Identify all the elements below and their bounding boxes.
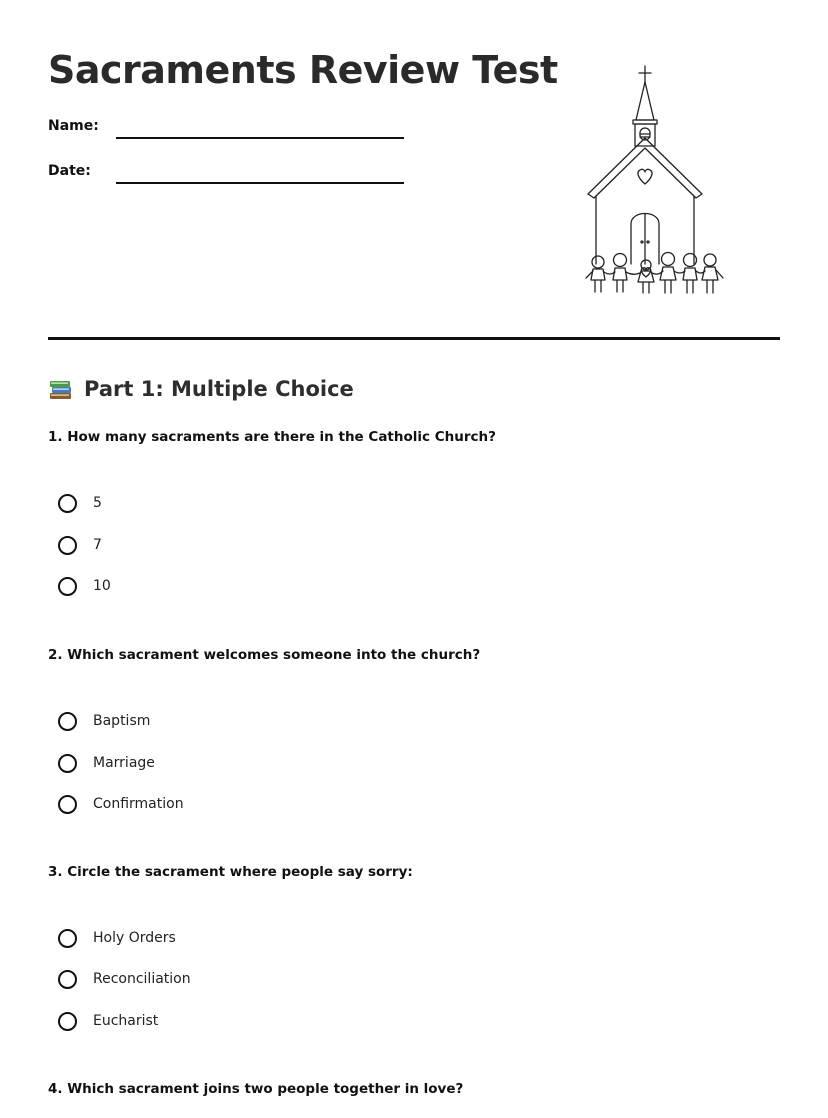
radio-circle[interactable]: [58, 970, 77, 989]
radio-circle[interactable]: [58, 712, 77, 731]
date-blank-line[interactable]: [116, 182, 404, 184]
church-with-children-icon: [580, 64, 730, 300]
option-label: 10: [93, 578, 111, 594]
radio-circle[interactable]: [58, 536, 77, 555]
name-blank-line[interactable]: [116, 137, 404, 139]
option-label: Eucharist: [93, 1013, 159, 1029]
radio-circle[interactable]: [58, 929, 77, 948]
question-3-option-1[interactable]: [58, 926, 176, 950]
option-label: 5: [93, 495, 102, 511]
question-2-option-1[interactable]: [58, 709, 150, 733]
section-title-text: Part 1: Multiple Choice: [84, 377, 354, 401]
option-label: Confirmation: [93, 796, 184, 812]
question-1-option-2[interactable]: [58, 533, 102, 557]
radio-circle[interactable]: [58, 754, 77, 773]
name-label: Name:: [48, 118, 99, 134]
books-icon: [48, 376, 74, 402]
option-label: Baptism: [93, 713, 151, 729]
radio-circle[interactable]: [58, 577, 77, 596]
radio-circle[interactable]: [58, 1012, 77, 1031]
page-title: Sacraments Review Test: [48, 48, 558, 92]
question-1-option-1[interactable]: [58, 491, 102, 515]
option-label: Holy Orders: [93, 930, 176, 946]
question-2-text: 2. Which sacrament welcomes someone into the church?: [48, 647, 481, 663]
option-label: 7: [93, 537, 102, 553]
question-1-text: 1. How many sacraments are there in the Catholic Church?: [48, 429, 496, 445]
name-field[interactable]: [48, 118, 408, 144]
question-3-option-3[interactable]: [58, 1009, 158, 1033]
section-divider: [48, 337, 780, 340]
option-label: Reconciliation: [93, 971, 191, 987]
question-2-option-3[interactable]: [58, 792, 184, 816]
question-1-option-3[interactable]: [58, 574, 111, 598]
date-label: Date:: [48, 163, 91, 179]
radio-circle[interactable]: [58, 795, 77, 814]
radio-circle[interactable]: [58, 494, 77, 513]
question-3-option-2[interactable]: [58, 967, 191, 991]
section-title: [48, 374, 354, 404]
question-3-text: 3. Circle the sacrament where people say sorry:: [48, 864, 413, 880]
date-field[interactable]: [48, 163, 408, 189]
option-label: Marriage: [93, 755, 155, 771]
question-4-text: 4. Which sacrament joins two people together in love?: [48, 1081, 464, 1097]
question-2-option-2[interactable]: [58, 751, 155, 775]
